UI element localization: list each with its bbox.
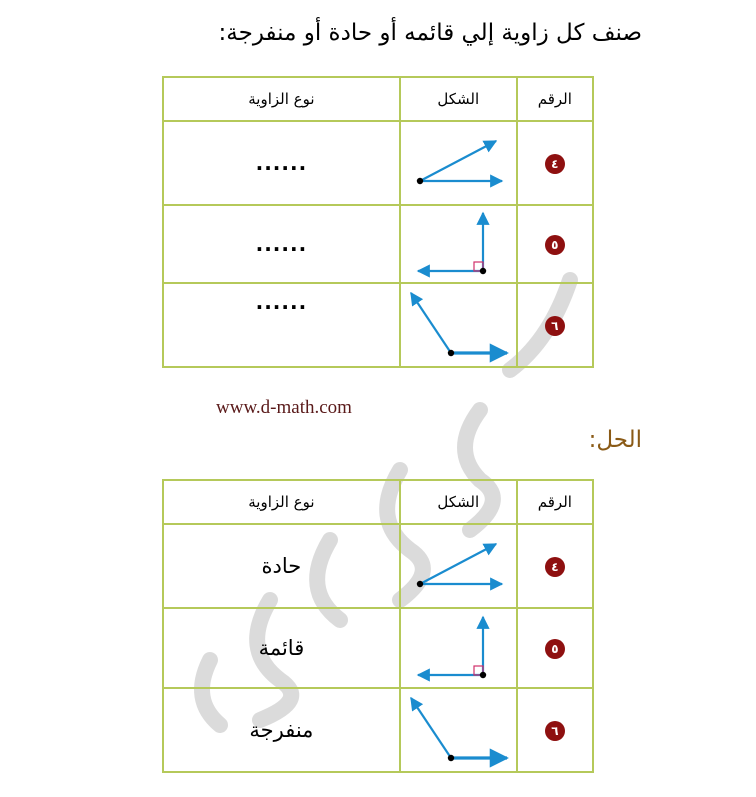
row-number xyxy=(517,688,593,772)
number-badge: ٥ xyxy=(545,639,565,659)
header-angle-type: نوع الزاوية xyxy=(163,77,400,121)
acute-angle-icon xyxy=(400,121,517,205)
header-number: الرقم xyxy=(517,77,593,121)
acute-angle-icon xyxy=(400,524,517,608)
table-header-row xyxy=(163,77,593,121)
table-row xyxy=(163,688,593,772)
answer-table xyxy=(162,479,594,773)
answer-blank: ...... xyxy=(163,121,400,205)
table-header-row xyxy=(163,480,593,524)
header-angle-type: نوع الزاوية xyxy=(163,480,400,524)
instruction-text: صنف كل زاوية إلي قائمه أو حادة أو منفرجة: xyxy=(218,20,642,46)
row-number xyxy=(517,205,593,283)
table-row xyxy=(163,524,593,608)
number-badge: ٦ xyxy=(545,316,565,336)
row-number xyxy=(517,524,593,608)
header-shape: الشكل xyxy=(400,480,517,524)
number-badge: ٤ xyxy=(545,557,565,577)
number-badge: ٦ xyxy=(545,721,565,741)
table-row xyxy=(163,608,593,688)
solution-label: الحل: xyxy=(588,427,642,453)
website-link: www.d-math.com xyxy=(216,397,352,418)
header-shape: الشكل xyxy=(400,77,517,121)
question-table xyxy=(162,76,594,368)
number-badge: ٤ xyxy=(545,154,565,174)
right-angle-icon xyxy=(400,205,517,283)
obtuse-angle-icon xyxy=(400,688,517,772)
answer-blank: ...... xyxy=(163,283,400,367)
row-number xyxy=(517,283,593,367)
answer-blank: ...... xyxy=(163,205,400,283)
answer-text: قائمة xyxy=(163,608,400,688)
number-badge: ٥ xyxy=(545,235,565,255)
answer-text: منفرجة xyxy=(163,688,400,772)
table-row xyxy=(163,121,593,205)
table-row xyxy=(163,205,593,283)
row-number xyxy=(517,608,593,688)
header-number: الرقم xyxy=(517,480,593,524)
answer-text: حادة xyxy=(163,524,400,608)
right-angle-icon xyxy=(400,608,517,688)
obtuse-angle-icon xyxy=(400,283,517,367)
row-number xyxy=(517,121,593,205)
table-row xyxy=(163,283,593,367)
